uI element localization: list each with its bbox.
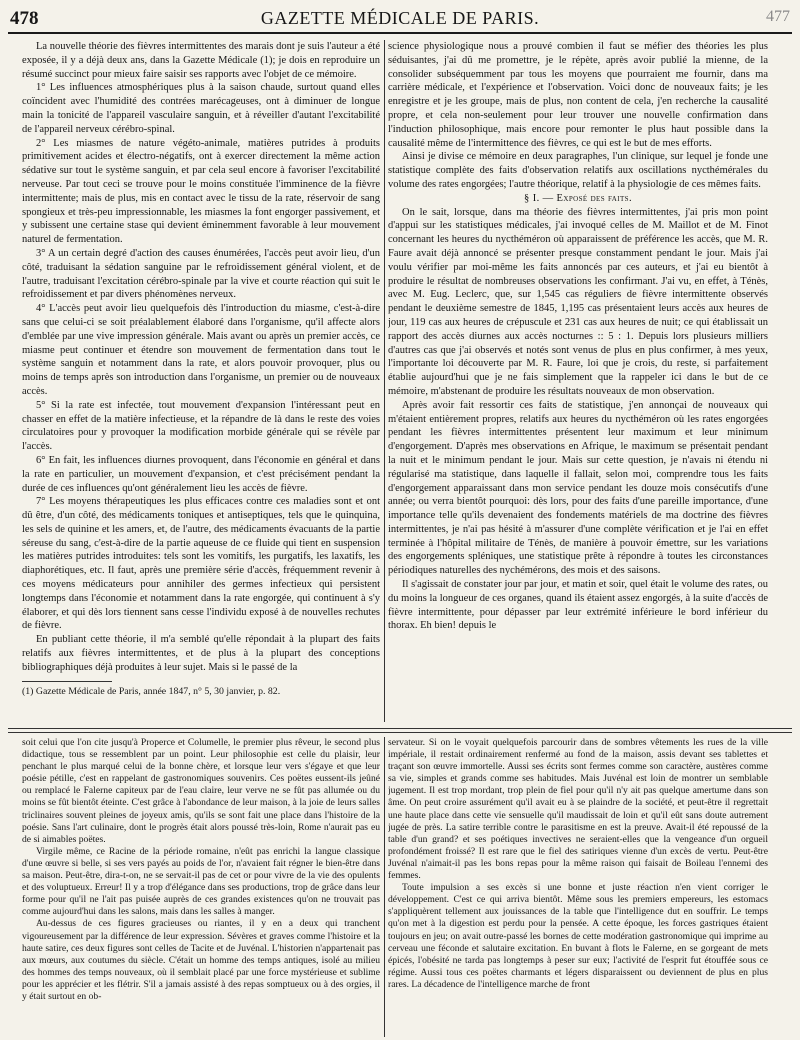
paragraph: En publiant cette théorie, il m'a semblé qu'elle répondait à la plupart des faits relatifs aux fièvres intermittentes, et de plus à la plupart des conceptions bibliographiques déjà produites à leur sujet. Mais si le passé de la: [22, 634, 380, 673]
footnote-divider: [22, 681, 112, 682]
section-title: § I. — Exposé des faits.: [524, 192, 632, 204]
paragraph: 4° L'accès peut avoir lieu quelquefois dès l'introduction du miasme, c'est-à-dire sans que celui-ci se soit préalablement élaboré dans l'organisme, qu'il affecte alors d'emblée par une vive impression générale. Mais avant ou après un premier accès, ce miasme peut continuer et étendre son mouvement de fermentation dans tout le système sanguin et notamment dans la rate, et alors pouvoir provoquer, plus ou moins de temps après son introduction dans l'organisme, un premier ou de nouveaux accès.: [22, 303, 380, 397]
right-column-top: [388, 40, 768, 722]
paragraph: 6° En fait, les influences diurnes provoquent, dans l'économie en général et dans la rate en particulier, un mouvement d'expansion, et c'est précisément pendant la durée de ces influences qu'ont généralement lieu les accès de fièvre.: [22, 454, 380, 494]
paragraph: 7° Les moyens thérapeutiques les plus efficaces contre ces maladies sont et ont dû être, d'un côté, des médicaments toniques et antiseptiques, tels que le quinquina, les sels de quinine et les amers, et, de l'autre, des médicaments évacuants de la partie séreuse du sang, c'est-à-dire de la partie aqueuse de ce fluide qui tient en suspension les matières putrides introduites: tels sont les vomitifs, les purgatifs, les laxatifs, les diaphorétiques, etc. Il faut, après une première série d'accès, fréquemment revenir à ces moyens médicateurs pour annihiler des germes infectieux qui persistent longtemps dans l'économie et notamment dans la rate engorgée, qui continuent à s'y élaborer, et qui dès lors tiennent sans cesse l'individu exposé à de nouvelles rechutes de fièvre.: [22, 496, 380, 632]
paragraph: 2° Les miasmes de nature végéto-animale, matières putrides à produits primitivement acides et électro-négatifs, ont à exercer directement la même action sédative sur tout le système sanguin, et par cela seul encore à favoriser l'excitabilité nerveuse. Par tout ceci se trouve pour le moins constituée l'imminence de la fièvre intermittente; mais de plus, mis en contact avec le tissu de la rate, réservoir de sang spongieux et très-peu impressionnable, les miasmes la font engorger passivement, et y subissent une certaine stase qui devient éminemment favorable à leur mouvement naturel de fermentation.: [22, 137, 380, 246]
paragraph: science physiologique nous a prouvé combien il faut se méfier des théories les plus séduisantes, j'ai dû me promettre, je le répète, après avoir publié la mienne, de la consolider subséquemment par tous les moyens que pourraient me fournir, dans ma carrière médicale, et l'expérience et l'observation. Voici donc de nouveaux faits; je les enregistre et je les groupe, mais de plus, non content de cela, j'en recherche la causalité propre, et cela non-seulement pour leur trouver une nouvelle confirmation dans l'induction philosophique, mais encore pour remonter le plus haut possible dans la causalité même de l'intermittence des fièvres, ce qui est le but de mes efforts.: [388, 41, 768, 149]
paragraph: soit celui que l'on cite jusqu'à Properce et Columelle, le premier plus rêveur, le second plus didactique, tous se ressemblent par un point. Leur philosophie est celle du plaisir, leur penchant le plus marqué celui de la bonne chère, et lorsque leur vers s'égaye et que leur poésie pétille, c'est en rappelant de gastronomiques souvenirs. Ces poëtes eussent-ils jeûné ou remplacé le Falerne capiteux par de l'eau claire, leur verve ne se fût pas allumée ou du moins se fût bientôt éteinte. C'est grâce à l'abondance de leur maison, à la joie de leurs salles triclinaires souvent pleines de joyeux amis, qu'ils se sont fait une place dans l'histoire de la poésie. Sans l'art culinaire, dont le progrès était alors poussé très-loin, Rome n'aurait pas eu de si aimables poëtes.: [22, 737, 380, 845]
right-column-bottom: [388, 737, 768, 1037]
left-column-top: [22, 40, 380, 722]
paragraph: La nouvelle théorie des fièvres intermittentes des marais dont je suis l'auteur a été exposée, il y a déjà deux ans, dans la Gazette Médicale (1); je dois en reproduire un résumé succinct pour mieux faire saisir ses rapports avec l'objet de ce mémoire.: [22, 41, 380, 80]
feuilleton-divider: [8, 728, 792, 729]
paragraph: 3° A un certain degré d'action des causes énumérées, l'accès peut avoir lieu, d'un côté, traduisant la sédation sanguine par le refroidissement général violent, et de l'autre, traduisant l'excitation cérébro-spinale par la vive et courte réaction qui suit le refroidissement et par divers phénomènes nerveux.: [22, 247, 380, 301]
paragraph: Ainsi je divise ce mémoire en deux paragraphes, l'un clinique, sur lequel je fonde une statistique complète des faits d'observation relatifs aux oscillations nycthémérales du volume des rates engorgées; l'autre théorique, relatif à la physiologie de ces mêmes faits.: [388, 151, 768, 190]
left-column-bottom: [22, 737, 380, 1037]
page-header: [8, 6, 792, 34]
paragraph: Virgile même, ce Racine de la période romaine, n'eût pas enrichi la langue classique d'une œuvre si belle, si ses vers payés au poids de l'or, n'avaient fait régner le bien-être dans sa maison. Peut-être, dira-t-on, ne se servait-il pas de cet or pour vivre de la vie des opulents et des voluptueux. Erreur! Il y a trop d'élégance dans ses productions, trop de grâce dans leur forme pour qu'il ne l'ait pas puisée auprès de ces grandes existences qu'on ne trouvait pas comme aujourd'hui dans les salons, mais dans les salles à manger.: [22, 845, 380, 918]
column-divider-top: [384, 40, 385, 722]
paragraph: servateur. Si on le voyait quelquefois parcourir dans de sombres vêtements les rues de la ville impériale, il restait ordinairement renfermé au fond de la maison, assis devant ses tablettes et traçant son œuvre immortelle. Aussi ses écrits sont fermes comme son caractère, austères comme sa vie, simples et grands comme ses habitudes. Mais Juvénal est loin de montrer un semblable jugement. Il est trop mordant, trop plein de fiel pour qu'il n'y ait pas quelque amertume dans son âme. On peut croire assurément qu'il avait eu à se plaindre de la société, et peut-être il regrettait une haute place dans cette vie sensuelle qu'il maudissait de loin et qu'il eût sans doute autrement jugée de près. La satire terrible contre le parasitisme en est la preuve. Avait-il été repoussé de la table d'un grand? et ses poétiques invectives ne seraient-elles que la vengeance d'un orgueil profondément froissé? Il est rare que le fiel des satiriques vienne d'un excès de vertu. Peut-être Juvénal n'aimait-il pas les bons repas pour la même raison qui faisait de Boileau l'ennemi des femmes.: [388, 737, 768, 882]
running-title: GAZETTE MÉDICALE DE PARIS.: [260, 8, 540, 28]
ghost-page-number: 477: [766, 8, 790, 25]
paragraph: 1° Les influences atmosphériques plus à la saison chaude, surtout quand elles coïncident avec l'humidité des contrées marécageuses, ont à diminuer de longue main la tonicité de l'appareil vasculaire sanguin, et à réveiller d'autant l'excitabilité de l'appareil nerveux cérébro-spinal.: [22, 82, 380, 135]
paragraph: Il s'agissait de constater jour par jour, et matin et soir, quel était le volume des rates, ou du moins la longueur de ces organes, quand ils étaient assez engorgés, à la suite d'accès de fièvre intermittente, pour dépasser par leur extrémité inférieure le bord inférieur du thorax. Eh bien! depuis le: [388, 579, 768, 632]
paragraph: Au-dessus de ces figures gracieuses ou riantes, il y en a deux qui tranchent vigoureusement par la différence de leur expression. Sévères et graves comme l'histoire et la haute satire, ces deux figures sont celles de Tacite et de Juvénal. L'historien n'appartenait pas aux mœurs, aux coutumes du siècle. C'était un homme des temps antiques, isolé au milieu des hommes des temps nouveaux, où il semblait placé par une force mystérieuse et sublime pour les apprécier et les flétrir. S'il a jamais assisté à des repas somptueux ou à des orgies, il y était surtout en ob-: [22, 918, 380, 1002]
paragraph: 5° Si la rate est infectée, tout mouvement d'expansion l'intéressant peut en chasser en effet de la matière infectieuse, et la répandre de là dans le reste des voies circulatoires pour y provoquer la modification morbide générale qui se révèle par l'accès.: [22, 399, 380, 453]
page-number: 478: [10, 8, 39, 29]
paragraph: Après avoir fait ressortir ces faits de statistique, j'en annonçai de nouveaux qui m'étaient entièrement propres, relatifs aux heures du nycthéméron où les rates engorgées pendant les fièvres intermittentes présentent leur maximum et leur minimum d'engorgement. D'après mes observations en Afrique, le maximum se présentait pendant la nuit et le minimum pendant le jour. Mais sur cette question, je n'avais ni étendu ni régularisé ma statistique, dans laquelle il fallait, selon moi, comprendre tous les faits d'engorgement apparaissant dans mon service pendant les douze mois consécutifs d'une année; ou verra bientôt pourquoi: dès lors, pour des faits d'une pareille importance, d'une importance telle qu'ils devenaient des fondements matériels de ma doctrine des fièvres intermittentes, je n'ai pas hésité à m'assurer d'une complète vérification et je l'ai en effet terminée à l'hôpital militaire de Ténès, de manière à pouvoir émettre, sur les variations des engorgements spléniques, une statistique prête à répondre à toutes les circonstances périodiques naturelles des nychémérons, des mois et des saisons.: [388, 399, 768, 577]
paragraph: On le sait, lorsque, dans ma théorie des fièvres intermittentes, j'ai pris mon point d'appui sur les statistiques médicales, j'ai invoqué celles de M. Maillot et de M. Finot concernant les heures du nycthéméron où apparaissent de préférence les accès, que M. R. Faure avait déjà annoncé se présenter presque constamment pendant le jour. Mais j'ai voulu vérifier par moi-même les faits annoncés par ces auteurs, et j'ai eu bientôt à produire le résultat de nombreuses observations les confirmant. J'ai vu, en effet, à Ténès, avec M. Eug. Leclerc, que, sur 1,545 cas réguliers de fièvre intermittente observés pendant le deuxième semestre de 1845, 1,195 cas présentaient leurs accès aux heures de jour, 119 cas aux heures de crépuscule et 231 cas aux heures de nuit; ce qui établissait un rapport des accès diurnes aux accès nocturnes :: 5 : 1. Depuis lors plusieurs milliers d'autres cas que j'ai observés et notés sont venus de plus en plus confirmer, à mes yeux, l'importante loi découverte par M. R. Faure, loi que je crois, du reste, si parfaitement établie aujourd'hui que je ne fais simplement que la rappeler ici dans le but de ce mémoire, m'abstenant de produire les résultats nouveaux de mon observation.: [388, 206, 768, 397]
paragraph: Toute impulsion a ses excès si une bonne et juste réaction n'en vient corriger le développement. C'est ce qui arriva bientôt. Même sous les premiers empereurs, les estomacs s'appliquèrent tellement aux jouissances de la table que l'intelligence dut en souffrir. Le temps qu'on met à la digestion est perdu pour la pensée. A cette époque, les forces gastriques étaient toujours en jeu; on avait outre-passé les bornes de cette modération gastronomique qui imprime au cerveau une féconde et salutaire excitation. En buvant à flots le Falerne, en se gorgeant de mets épicés, l'obésité ne tarda pas longtemps à peser sur eux; l'activité de l'esprit fut étouffée sous ce régime. Aussi tous ces poëtes charmants et légers disparaissent ou deviennent de plus en plus rares. La décadence de l'intelligence marche de front: [388, 882, 768, 990]
column-divider-bottom: [384, 737, 385, 1037]
footnote: (1) Gazette Médicale de Paris, année 1847, n° 5, 30 janvier, p. 82.: [22, 685, 281, 697]
feuilleton-divider-double: [8, 732, 792, 733]
